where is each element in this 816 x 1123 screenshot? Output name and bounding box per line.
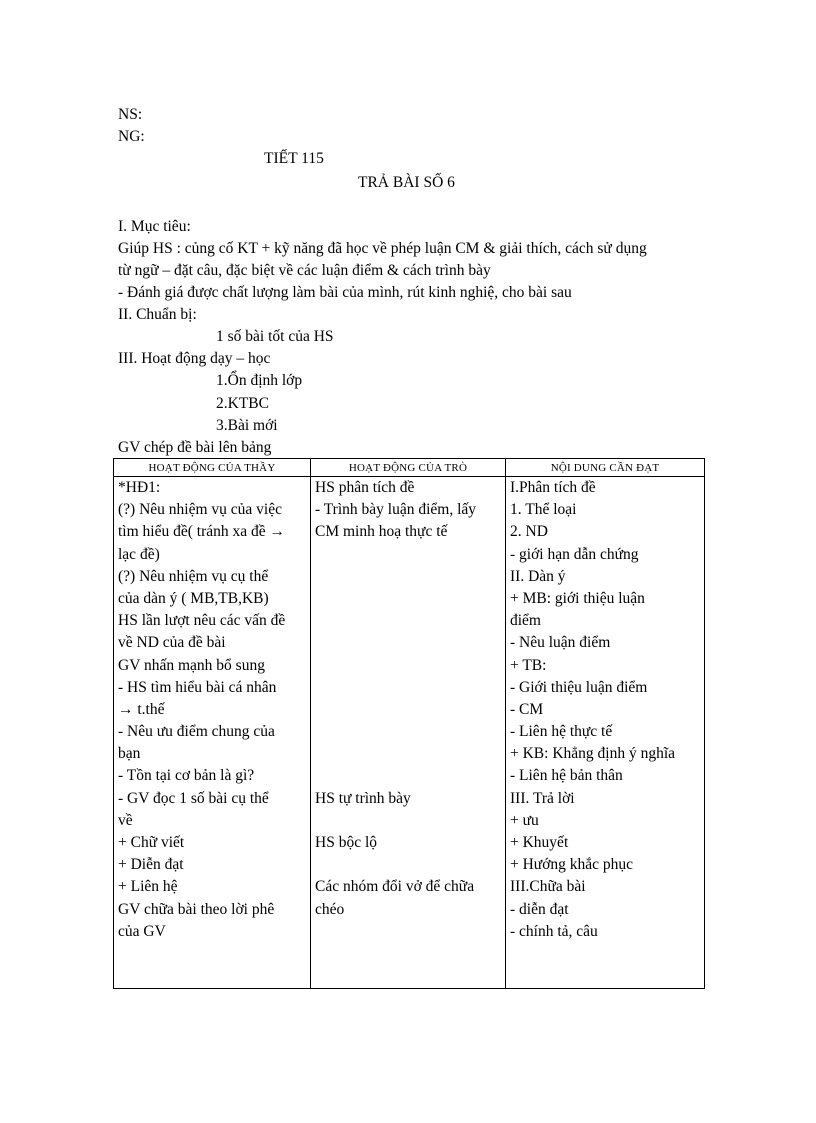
ns-label: NS: xyxy=(118,106,143,123)
student-activity-line xyxy=(315,699,501,721)
student-activity-line: HS phân tích đề xyxy=(315,479,415,496)
objective-line: Giúp HS : củng cố KT + kỹ năng đã học về phép luận CM & giải thích, cách sử dụng xyxy=(118,240,647,257)
table-row xyxy=(114,477,705,989)
teacher-activity-line: của dàn ý ( MB,TB,KB) xyxy=(118,589,269,607)
teacher-activity-line: + Liên hệ xyxy=(118,878,178,896)
column-header-teacher: HOẠT ĐỘNG CỦA THẦY xyxy=(114,459,311,477)
student-activity-line xyxy=(315,765,501,787)
teacher-activity-line: bạn xyxy=(118,745,141,763)
board-note: GV chép đề bài lên bảng xyxy=(118,439,272,456)
section-activities-heading: III. Hoạt động dạy – học xyxy=(118,350,271,367)
student-activity-line xyxy=(315,854,501,876)
teacher-activity-line: - GV đọc 1 số bài cụ thể xyxy=(118,789,269,807)
activity-step: 2.KTBC xyxy=(216,395,269,412)
activity-step: 1.Ổn định lớp xyxy=(216,372,303,389)
student-activity-line xyxy=(315,610,501,632)
teacher-activity-line: về xyxy=(118,811,133,829)
teacher-activity-line: tìm hiểu đề( tránh xa đề → xyxy=(118,523,286,541)
teacher-activity-line: (?) Nêu nhiệm vụ của việc xyxy=(118,501,282,519)
teacher-activity-line: - HS tìm hiểu bài cá nhân xyxy=(118,678,277,696)
student-activity-line xyxy=(315,655,501,677)
student-activity-line xyxy=(315,677,501,699)
content-line: III.Chữa bài xyxy=(510,878,586,896)
teacher-activity-line: *HĐ1: xyxy=(118,479,161,496)
content-line: điểm xyxy=(510,612,541,630)
section-objectives-heading: I. Mục tiêu: xyxy=(118,218,191,235)
page-title: TRẢ BÀI SỐ 6 xyxy=(358,174,455,191)
student-activity-line: CM minh hoạ thực tế xyxy=(315,523,448,541)
table-header-row xyxy=(114,459,705,477)
student-activity-line xyxy=(315,743,501,765)
teacher-activity-line: của GV xyxy=(118,922,166,940)
teacher-activity-line: về ND của đề bài xyxy=(118,634,226,652)
content-line: - Liên hệ bản thân xyxy=(510,767,623,785)
student-activity-line: HS bộc lộ xyxy=(315,834,377,851)
content-line: + ưu xyxy=(510,811,539,829)
teacher-activity-line: → t.thế xyxy=(118,700,165,718)
teacher-activity-line: GV nhấn mạnh bổ sung xyxy=(118,656,265,674)
student-activity-line: - Trình bày luận điểm, lấy xyxy=(315,501,477,519)
content-line: - Liên hệ thực tế xyxy=(510,723,613,741)
content-line: + Khuyết xyxy=(510,834,569,851)
teacher-activity-line: (?) Nêu nhiệm vụ cụ thể xyxy=(118,567,269,585)
content-line: III. Trả lời xyxy=(510,789,575,807)
lesson-table xyxy=(113,458,705,989)
student-activity-line xyxy=(315,566,501,588)
student-activity-line xyxy=(315,721,501,743)
student-activity-cell xyxy=(311,477,506,989)
content-line: + MB: giới thiệu luận xyxy=(510,589,645,607)
preparation-line: 1 số bài tốt của HS xyxy=(216,328,334,345)
teacher-activity-line: - Nêu ưu điểm chung của xyxy=(118,723,275,741)
content-line: + KB: Khẳng định ý nghĩa xyxy=(510,745,676,763)
column-header-student: HOẠT ĐỘNG CỦA TRÒ xyxy=(311,459,506,477)
content-line: II. Dàn ý xyxy=(510,567,566,585)
content-line: I.Phân tích đề xyxy=(510,479,596,496)
column-header-content: NỘI DUNG CẦN ĐẠT xyxy=(506,459,705,477)
teacher-activity-line: lạc đề) xyxy=(118,545,160,563)
content-line: - Giới thiệu luận điểm xyxy=(510,678,648,696)
content-line: + TB: xyxy=(510,656,547,674)
ng-label: NG: xyxy=(118,128,145,145)
lesson-number: TIẾT 115 xyxy=(264,150,324,167)
teacher-activity-line: + Diễn đạt xyxy=(118,856,184,874)
student-activity-line xyxy=(315,810,501,832)
student-activity-line: HS tự trình bày xyxy=(315,789,411,807)
teacher-activity-line: - Tồn tại cơ bản là gì? xyxy=(118,767,255,785)
objective-line: - Đánh giá được chất lượng làm bài của mình, rút kinh nghiệ, cho bài sau xyxy=(118,284,572,301)
activity-step: 3.Bài mới xyxy=(216,417,278,434)
content-line: - CM xyxy=(510,700,544,718)
content-line: + Hướng khắc phục xyxy=(510,856,634,874)
content-line: - diễn đạt xyxy=(510,900,569,918)
teacher-activity-line: HS lần lượt nêu các vấn đề xyxy=(118,612,286,630)
content-line: - giới hạn dẫn chứng xyxy=(510,545,639,563)
teacher-activity-line: GV chữa bài theo lời phê xyxy=(118,900,275,918)
student-activity-line xyxy=(315,544,501,566)
content-cell xyxy=(506,477,705,989)
section-preparation-heading: II. Chuẩn bị: xyxy=(118,306,197,323)
teacher-activity-line: + Chữ viết xyxy=(118,834,185,851)
student-activity-line xyxy=(315,588,501,610)
student-activity-line: chéo xyxy=(315,900,345,918)
student-activity-line xyxy=(315,632,501,654)
content-line: 1. Thể loại xyxy=(510,501,577,519)
content-line: - Nêu luận điểm xyxy=(510,634,611,652)
content-line: - chính tả, câu xyxy=(510,922,598,940)
student-activity-line: Các nhóm đổi vở để chữa xyxy=(315,878,475,896)
content-line: 2. ND xyxy=(510,523,548,541)
objective-line: từ ngữ – đặt câu, đặc biệt về các luận điểm & cách trình bày xyxy=(118,262,491,279)
teacher-activity-cell xyxy=(114,477,311,989)
